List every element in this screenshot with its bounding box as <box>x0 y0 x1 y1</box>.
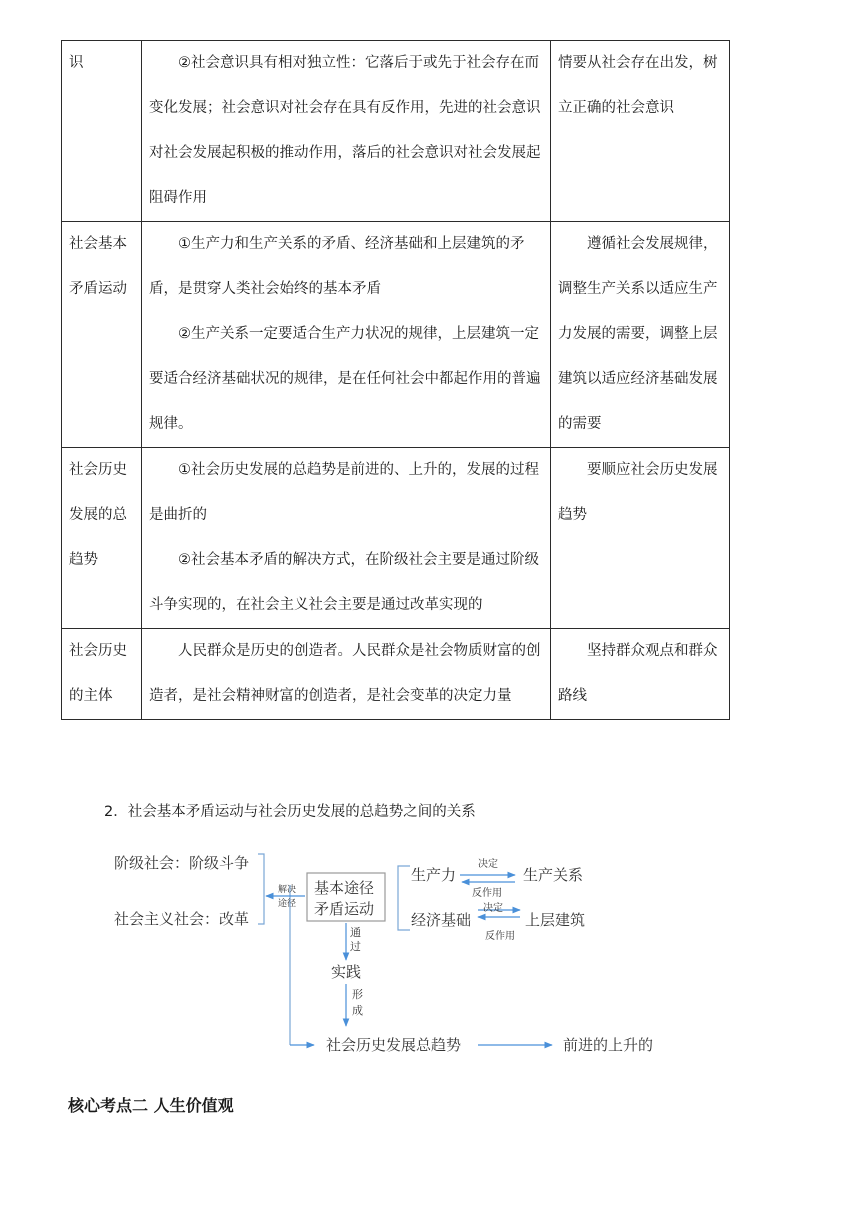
productive-forces: 生产力 <box>411 866 457 884</box>
trend-label: 社会历史发展总趋势 <box>326 1036 462 1054</box>
relationship-diagram <box>100 840 740 1070</box>
form-label: 形 <box>352 988 363 1001</box>
box-line-1: 基本途径 <box>314 879 375 897</box>
decides-label: 决定 <box>483 903 503 914</box>
relations-of-production: 生产关系 <box>523 866 584 884</box>
row-requirement: 遵循社会发展规律，调整生产关系以适应生产力发展的需要，调整上层建筑以适应经济基础发展的需要 <box>551 222 730 448</box>
row-content: ②社会意识具有相对独立性：它落后于或先于社会存在而变化发展；社会意识对社会存在具有反作用，先进的社会意识对社会发展起积极的推动作用，落后的社会意识对社会发展起阻碍作用 <box>142 41 551 222</box>
table-row <box>62 222 730 448</box>
row-content: ①生产力和生产关系的矛盾、经济基础和上层建筑的矛盾，是贯穿人类社会始终的基本矛盾 ②生产关系一定要适合生产力状况的规律，上层建筑一定要适合经济基础状况的规律，是在任何社会中都起作用的普遍规律。 <box>142 222 551 448</box>
through-label: 过 <box>350 940 361 953</box>
row-topic: 识 <box>62 41 142 222</box>
box-line-2: 矛盾运动 <box>314 900 375 918</box>
row-topic: 社会历史发展的总趋势 <box>62 448 142 629</box>
solve-way-label: 途径 <box>278 899 297 909</box>
section-heading: 核心考点二 人生价值观 <box>68 1096 234 1115</box>
upward-label: 前进的上升的 <box>563 1036 654 1054</box>
table-row <box>62 629 730 720</box>
through-label: 通 <box>350 926 361 939</box>
reacts-label: 反作用 <box>485 931 515 942</box>
row-topic: 社会基本矛盾运动 <box>62 222 142 448</box>
table-row <box>62 448 730 629</box>
row-content: ①社会历史发展的总趋势是前进的、上升的，发展的过程是曲折的 ②社会基本矛盾的解决方式，在阶级社会主要是通过阶级斗争实现的，在社会主义社会主要是通过改革实现的 <box>142 448 551 629</box>
superstructure: 上层建筑 <box>525 911 586 929</box>
reacts-label: 反作用 <box>472 888 502 899</box>
solve-way-label: 解决 <box>278 885 297 895</box>
section-title: 2．社会基本矛盾运动与社会历史发展的总趋势之间的关系 <box>104 804 476 820</box>
table-row <box>62 41 730 222</box>
class-society-label: 阶级社会：阶级斗争 <box>114 854 250 872</box>
row-content: 人民群众是历史的创造者。人民群众是社会物质财富的创造者，是社会精神财富的创造者，是社会变革的决定力量 <box>142 629 551 720</box>
socialist-society-label: 社会主义社会：改革 <box>114 910 250 928</box>
practice-label: 实践 <box>331 963 362 981</box>
decides-label: 决定 <box>478 859 498 870</box>
form-label: 成 <box>352 1004 363 1017</box>
summary-table <box>61 40 730 720</box>
row-requirement: 情要从社会存在出发，树立正确的社会意识 <box>551 41 730 222</box>
economic-base: 经济基础 <box>411 911 472 929</box>
row-requirement: 要顺应社会历史发展趋势 <box>551 448 730 629</box>
row-requirement: 坚持群众观点和群众路线 <box>551 629 730 720</box>
row-topic: 社会历史的主体 <box>62 629 142 720</box>
